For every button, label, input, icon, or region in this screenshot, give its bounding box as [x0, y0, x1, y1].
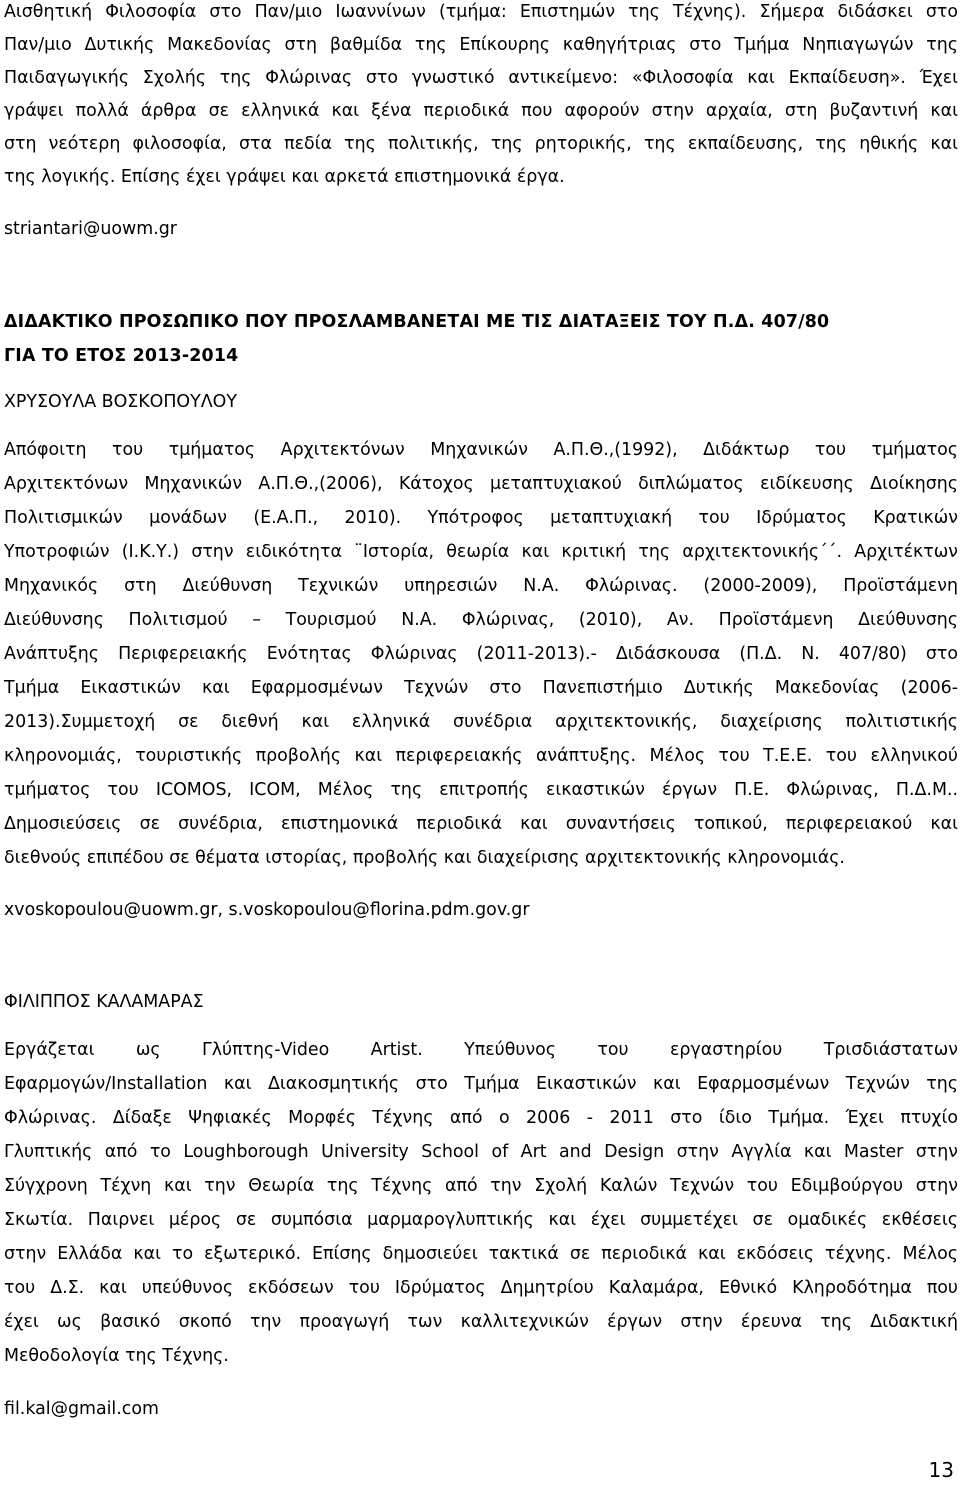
section-heading: ΔΙΔΑΚΤΙΚΟ ΠΡΟΣΩΠΙΚΟ ΠΟΥ ΠΡΟΣΛΑΜΒΑΝΕΤΑΙ ΜΕ ΤΙΣ ΔΙΑΤΑΞΕΙΣ ΤΟΥ Π.Δ. 407/80 — [4, 312, 830, 332]
person-name: ΦΙΛΙΠΠΟΣ ΚΑΛΑΜΑΡΑΣ — [4, 992, 204, 1012]
paragraph-line: στη νεότερη φιλοσοφία, στα πεδία της πολιτικής, της ρητορικής, της εκπαίδευσης, της ηθικής και — [4, 134, 958, 154]
paragraph-line: γράψει πολλά άρθρα σε ελληνικά και ξένα περιοδικά που αφορούν στην αρχαία, στη βυζαντινή και — [4, 101, 958, 121]
email-address: xvoskopoulou@uowm.gr, s.voskopoulou@florina.pdm.gov.gr — [4, 900, 530, 920]
paragraph-line: Φλώρινας. Δίδαξε Ψηφιακές Μορφές Τέχνης από ο 2006 - 2011 στο ίδιο Τμήμα. Έχει πτυχίο — [4, 1108, 958, 1128]
paragraph-line: Απόφοιτη του τμήματος Αρχιτεκτόνων Μηχανικών Α.Π.Θ.,(1992), Διδάκτωρ του τμήματος — [4, 440, 958, 460]
paragraph-line: τμήματος του ICOMOS, ICOM, Μέλος της επιτροπής εικαστικών έργων Π.Ε. Φλώρινας, Π.Δ.Μ.. — [4, 780, 958, 800]
section-heading: ΓΙΑ ΤΟ ΕΤΟΣ 2013-2014 — [4, 346, 239, 366]
paragraph-line: Πολιτισμικών μονάδων (Ε.Α.Π., 2010). Υπότροφος μεταπτυχιακή του Ιδρύματος Κρατικών — [4, 508, 958, 528]
paragraph-line: διεθνούς επιπέδου σε θέματα ιστορίας, προβολής και διαχείρισης αρχιτεκτονικής κληρονομιάς. — [4, 848, 845, 868]
paragraph-line: Γλυπτικής από το Loughborough University School of Art and Design στην Αγγλία και Master στην — [4, 1142, 958, 1162]
paragraph-line: Δημοσιεύσεις σε συνέδρια, επιστημονικά περιοδικά και συναντήσεις τοπικού, περιφερειακού και — [4, 814, 958, 834]
paragraph-line: Εργάζεται ως Γλύπτης-Video Artist. Υπεύθυνος του εργαστηρίου Τρισδιάστατων — [4, 1040, 958, 1060]
paragraph-line: Παιδαγωγικής Σχολής της Φλώρινας στο γνωστικό αντικείμενο: «Φιλοσοφία και Εκπαίδευση». Έχει — [4, 68, 958, 88]
paragraph-line: Διεύθυνσης Πολιτισμού – Τουρισμού Ν.Α. Φλώρινας, (2010), Αν. Προϊστάμενη Διεύθυνσης — [4, 610, 958, 630]
paragraph-line: Υποτροφιών (Ι.Κ.Υ.) στην ειδικότητα ¨Ιστορία, θεωρία και κριτική της αρχιτεκτονικής΄΄. Αρχιτέκτων — [4, 542, 958, 562]
paragraph-line: Παν/μιο Δυτικής Μακεδονίας στη βαθμίδα της Επίκουρης καθηγήτριας στο Τμήμα Νηπιαγωγών της — [4, 35, 958, 55]
paragraph-line: του Δ.Σ. και υπεύθυνος εκδόσεων του Ιδρύματος Δημητρίου Καλαμάρα, Εθνικό Κληροδότημα που — [4, 1278, 958, 1298]
paragraph-line: Μεθοδολογία της Τέχνης. — [4, 1346, 229, 1366]
paragraph-line: 2013).Συμμετοχή σε διεθνή και ελληνικά συνέδρια αρχιτεκτονικής, διαχείρισης πολιτιστικής — [4, 712, 958, 732]
paragraph-line: Σκωτία. Παιρνει μέρος σε συμπόσια μαρμαρογλυπτικής και έχει συμμετέχει σε ομαδικές εκθέσεις — [4, 1210, 958, 1230]
email-address: striantari@uowm.gr — [4, 219, 177, 239]
person-name: ΧΡΥΣΟΥΛΑ ΒΟΣΚΟΠΟΥΛΟΥ — [4, 392, 237, 412]
paragraph-line: στην Ελλάδα και το εξωτερικό. Επίσης δημοσιεύει τακτικά σε περιοδικά και εκδόσεις τέχνης. Μέλος — [4, 1244, 958, 1264]
paragraph-line: Σύγχρονη Τέχνη και την Θεωρία της Τέχνης από την Σχολή Καλών Τεχνών του Εδιμβούργου στην — [4, 1176, 958, 1196]
paragraph-line: κληρονομιάς, τουριστικής προβολής και περιφερειακής ανάπτυξης. Μέλος του Τ.Ε.Ε. του ελληνικού — [4, 746, 958, 766]
paragraph-line: Αρχιτεκτόνων Μηχανικών Α.Π.Θ.,(2006), Κάτοχος μεταπτυχιακού διπλώματος ειδίκευσης Διοίκησης — [4, 474, 958, 494]
paragraph-line: Ανάπτυξης Περιφερειακής Ενότητας Φλώρινας (2011-2013).- Διδάσκουσα (Π.Δ. Ν. 407/80) στο — [4, 644, 958, 664]
email-address: fil.kal@gmail.com — [4, 1399, 159, 1419]
page-number: 13 — [928, 1458, 954, 1482]
paragraph-line: έχει ως βασικό σκοπό την προαγωγή των καλλιτεχνικών έργων στην έρευνα της Διδακτική — [4, 1312, 958, 1332]
paragraph-line: Τμήμα Εικαστικών και Εφαρμοσμένων Τεχνών στο Πανεπιστήμιο Δυτικής Μακεδονίας (2006- — [4, 678, 958, 698]
paragraph-line: Εφαρμογών/Installation και Διακοσμητικής στο Τμήμα Εικαστικών και Εφαρμοσμένων Τεχνών της — [4, 1074, 958, 1094]
paragraph-line: Αισθητική Φιλοσοφία στο Παν/μιο Ιωαννίνων (τμήμα: Επιστημών της Τέχνης). Σήμερα διδάσκει στο — [4, 2, 958, 22]
paragraph-line: της λογικής. Επίσης έχει γράψει και αρκετά επιστημονικά έργα. — [4, 167, 565, 187]
paragraph-line: Μηχανικός στη Διεύθυνση Τεχνικών υπηρεσιών Ν.Α. Φλώρινας. (2000-2009), Προϊστάμενη — [4, 576, 958, 596]
